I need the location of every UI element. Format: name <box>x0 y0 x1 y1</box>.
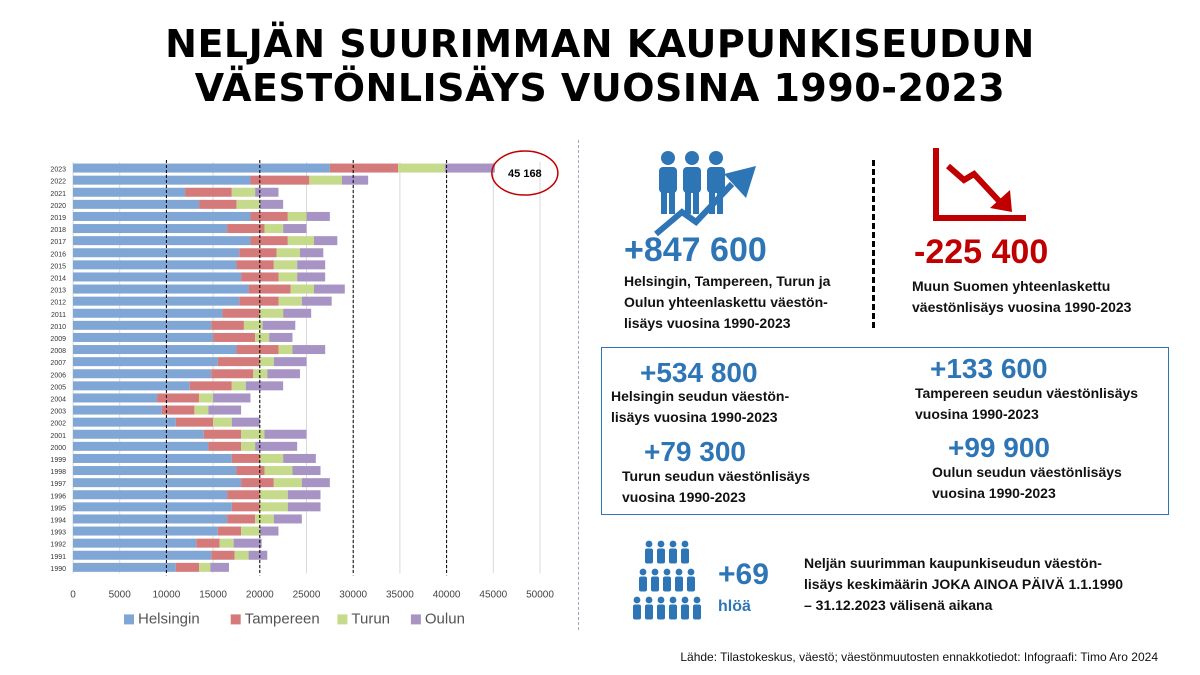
legend-swatch-Tampereen <box>231 614 241 624</box>
decline-chart-icon <box>930 146 1028 224</box>
bar-Helsingin-1994 <box>73 514 227 523</box>
bar-Turun-2011 <box>260 309 283 318</box>
bar-Oulun-2000 <box>255 442 297 451</box>
bar-Oulun-2020 <box>260 200 283 209</box>
year-label-2010: 2010 <box>50 323 66 331</box>
bar-Turun-1993 <box>241 527 260 536</box>
bar-Turun-2008 <box>278 345 292 354</box>
bar-Turun-2005 <box>232 381 246 390</box>
bar-Turun-1997 <box>274 478 302 487</box>
bar-Helsingin-1992 <box>73 539 196 548</box>
year-label-2005: 2005 <box>50 384 66 392</box>
bar-Oulun-2009 <box>269 333 292 342</box>
bar-Helsingin-2012 <box>73 297 239 306</box>
bar-Tampereen-1991 <box>211 551 234 560</box>
title-line-2: VÄESTÖNLISÄYS VUOSINA 1990-2023 <box>194 66 1006 110</box>
bar-Oulun-2010 <box>263 321 296 330</box>
bar-Tampereen-2001 <box>204 430 241 439</box>
bar-Helsingin-1995 <box>73 502 232 511</box>
per-day-value: +69 <box>718 558 769 591</box>
helsinki-desc: Helsingin seudun väestön- lisäys vuosina 1990-2023 <box>611 388 790 425</box>
xtick-label-0: 0 <box>70 589 76 601</box>
bar-Helsingin-1999 <box>73 454 232 463</box>
bar-Tampereen-2020 <box>199 200 236 209</box>
bar-Oulun-1999 <box>283 454 316 463</box>
bar-Tampereen-2006 <box>211 369 253 378</box>
bar-Oulun-2014 <box>297 272 325 281</box>
bar-Helsingin-2008 <box>73 345 236 354</box>
bar-Tampereen-2016 <box>239 248 276 257</box>
xtick-label-15000: 15000 <box>199 589 228 601</box>
bar-Helsingin-2022 <box>73 176 250 185</box>
bar-Turun-1991 <box>235 551 249 560</box>
bar-Helsingin-1998 <box>73 466 236 475</box>
bar-Oulun-1996 <box>288 490 321 499</box>
bar-Helsingin-2019 <box>73 212 250 221</box>
bar-Helsingin-2006 <box>73 369 211 378</box>
bar-Oulun-2017 <box>314 236 337 245</box>
bar-Tampereen-2021 <box>185 188 232 197</box>
rest-loss-desc: Muun Suomen yhteenlaskettu väestönlisäys vuosina 1990-2023 <box>912 278 1132 315</box>
section-divider <box>578 140 579 630</box>
people-growth-icon <box>652 148 762 240</box>
bar-Tampereen-2017 <box>250 236 287 245</box>
people-pyramid-icon <box>627 540 707 624</box>
year-label-1991: 1991 <box>50 553 66 561</box>
bar-Turun-2015 <box>274 260 297 269</box>
bar-Helsingin-2002 <box>73 418 176 427</box>
year-label-2011: 2011 <box>50 311 66 319</box>
year-label-2004: 2004 <box>50 396 66 404</box>
bar-Helsingin-1993 <box>73 527 218 536</box>
xtick-label-30000: 30000 <box>339 589 368 601</box>
bar-Turun-2001 <box>241 430 264 439</box>
bar-Oulun-1993 <box>260 527 279 536</box>
bar-Turun-1992 <box>220 539 234 548</box>
bar-Oulun-2015 <box>297 260 325 269</box>
bar-Helsingin-2020 <box>73 200 199 209</box>
bar-Turun-1998 <box>264 466 292 475</box>
year-label-2015: 2015 <box>50 263 66 271</box>
bar-Oulun-2018 <box>283 224 306 233</box>
year-label-1997: 1997 <box>50 481 66 489</box>
bar-Oulun-1998 <box>292 466 320 475</box>
rest-loss-value: -225 400 <box>914 233 1049 271</box>
year-label-1996: 1996 <box>50 493 66 501</box>
bar-Tampereen-1997 <box>241 478 274 487</box>
bar-Oulun-1994 <box>274 514 302 523</box>
bar-Helsingin-1991 <box>73 551 211 560</box>
year-label-2012: 2012 <box>50 299 66 307</box>
year-label-2001: 2001 <box>50 432 66 440</box>
bar-Helsingin-2009 <box>73 333 213 342</box>
year-label-2019: 2019 <box>50 214 66 222</box>
bar-Oulun-2011 <box>283 309 311 318</box>
year-label-2017: 2017 <box>50 239 66 247</box>
legend-label-Helsingin: Helsingin <box>138 610 200 628</box>
bar-Turun-2004 <box>199 393 213 402</box>
bar-Oulun-2022 <box>342 176 368 185</box>
xtick-label-10000: 10000 <box>152 589 181 601</box>
bar-Helsingin-2010 <box>73 321 211 330</box>
per-day-unit: hlöä <box>718 598 751 615</box>
bar-Tampereen-2012 <box>239 297 278 306</box>
year-label-2022: 2022 <box>50 178 66 186</box>
page-title <box>0 22 1200 110</box>
year-label-1994: 1994 <box>50 517 66 525</box>
year-label-1993: 1993 <box>50 529 66 537</box>
bar-Tampereen-2011 <box>222 309 259 318</box>
bar-Turun-2012 <box>278 297 301 306</box>
bar-Turun-1996 <box>260 490 288 499</box>
bar-Oulun-1992 <box>234 539 262 548</box>
bar-Tampereen-1994 <box>227 514 255 523</box>
bar-Tampereen-2007 <box>218 357 260 366</box>
stacked-bar-chart <box>0 150 570 640</box>
bar-Turun-2003 <box>194 406 208 415</box>
xtick-label-45000: 45000 <box>479 589 508 601</box>
helsinki-value: +534 800 <box>640 357 758 388</box>
year-label-2003: 2003 <box>50 408 66 416</box>
bar-Turun-2022 <box>309 176 342 185</box>
bar-Tampereen-1996 <box>227 490 260 499</box>
xtick-label-35000: 35000 <box>385 589 414 601</box>
bar-Tampereen-2005 <box>190 381 232 390</box>
bar-Tampereen-1995 <box>232 502 260 511</box>
bar-Tampereen-1999 <box>232 454 260 463</box>
year-label-2000: 2000 <box>50 444 66 452</box>
year-label-2009: 2009 <box>50 335 66 343</box>
legend-label-Tampereen: Tampereen <box>244 610 320 628</box>
bar-Turun-2016 <box>277 248 300 257</box>
bar-Turun-2020 <box>236 200 259 209</box>
bar-Oulun-2002 <box>232 418 260 427</box>
bar-Oulun-2006 <box>267 369 300 378</box>
bar-Turun-2007 <box>260 357 274 366</box>
legend-label-Oulun: Oulun <box>424 610 465 628</box>
year-label-1995: 1995 <box>50 505 66 513</box>
bar-Turun-2002 <box>213 418 232 427</box>
dashed-separator <box>872 160 875 328</box>
bar-Oulun-2023 <box>445 164 495 173</box>
annotation-label: 45 168 <box>508 168 542 181</box>
tampere-value: +133 600 <box>930 353 1048 384</box>
legend-label-Turun: Turun <box>351 610 391 628</box>
bar-Tampereen-2002 <box>176 418 213 427</box>
bar-Helsingin-2000 <box>73 442 208 451</box>
bar-Helsingin-2017 <box>73 236 250 245</box>
bar-Tampereen-2004 <box>157 393 199 402</box>
bar-Helsingin-2014 <box>73 272 241 281</box>
bar-Tampereen-2023 <box>330 164 398 173</box>
year-label-2008: 2008 <box>50 348 66 356</box>
bar-Tampereen-1992 <box>196 539 219 548</box>
year-label-2013: 2013 <box>50 287 66 295</box>
bar-Helsingin-2001 <box>73 430 204 439</box>
bar-Helsingin-1990 <box>73 563 176 572</box>
bar-Tampereen-2022 <box>250 176 309 185</box>
year-label-2016: 2016 <box>50 251 66 259</box>
bar-Oulun-2021 <box>255 188 278 197</box>
bar-Turun-1994 <box>255 514 274 523</box>
bar-Tampereen-2018 <box>227 224 264 233</box>
bar-Turun-2017 <box>288 236 314 245</box>
title-line-1: NELJÄN SUURIMMAN KAUPUNKISEUDUN <box>165 22 1035 66</box>
turku-value: +79 300 <box>644 436 746 467</box>
xtick-label-50000: 50000 <box>526 589 554 601</box>
oulu-value: +99 900 <box>948 432 1050 463</box>
bar-Helsingin-2016 <box>73 248 239 257</box>
bar-Turun-2019 <box>288 212 307 221</box>
xtick-label-40000: 40000 <box>432 589 461 601</box>
bar-Oulun-2008 <box>292 345 325 354</box>
year-label-2018: 2018 <box>50 227 66 235</box>
bar-Turun-2009 <box>255 333 269 342</box>
bar-Turun-2000 <box>241 442 255 451</box>
bar-Tampereen-1993 <box>218 527 241 536</box>
bar-Helsingin-1997 <box>73 478 241 487</box>
total-gain-desc: Helsingin, Tampereen, Turun ja Oulun yhteenlaskettu väestön- lisäys vuosina 1990-2023 <box>624 273 831 331</box>
xtick-label-25000: 25000 <box>292 589 321 601</box>
bar-Oulun-2004 <box>213 393 250 402</box>
bar-Oulun-1995 <box>288 502 321 511</box>
legend-swatch-Turun <box>337 614 347 624</box>
source-text: Lähde: Tilastokeskus, väestö; väestönmuutosten ennakkotiedot: Infograafi: Timo Aro 2024 <box>680 650 1158 664</box>
bar-Tampereen-2008 <box>236 345 278 354</box>
bar-Turun-1995 <box>260 502 288 511</box>
tampere-desc: Tampereen seudun väestönlisäys vuosina 1990-2023 <box>915 385 1139 422</box>
bar-Helsingin-2011 <box>73 309 222 318</box>
xtick-label-20000: 20000 <box>245 589 274 601</box>
bar-Tampereen-2000 <box>208 442 241 451</box>
bar-Helsingin-2004 <box>73 393 157 402</box>
bar-Helsingin-2013 <box>73 285 249 294</box>
year-label-1992: 1992 <box>50 541 66 549</box>
year-label-2014: 2014 <box>50 275 66 283</box>
bar-Tampereen-2009 <box>213 333 255 342</box>
year-label-2006: 2006 <box>50 372 66 380</box>
bar-Oulun-1997 <box>302 478 330 487</box>
bar-Oulun-2019 <box>307 212 330 221</box>
bar-Turun-2014 <box>278 272 297 281</box>
bar-Helsingin-2018 <box>73 224 227 233</box>
year-label-1998: 1998 <box>50 469 66 477</box>
year-label-2021: 2021 <box>50 190 66 198</box>
bar-Oulun-2012 <box>302 297 332 306</box>
bar-Turun-2018 <box>264 224 283 233</box>
bar-Tampereen-2013 <box>249 285 291 294</box>
bar-Helsingin-2007 <box>73 357 218 366</box>
year-label-2002: 2002 <box>50 420 66 428</box>
bar-Turun-1990 <box>199 563 210 572</box>
year-label-1990: 1990 <box>50 565 66 573</box>
bar-Turun-2023 <box>398 164 445 173</box>
bar-Helsingin-1996 <box>73 490 227 499</box>
turku-desc: Turun seudun väestönlisäys vuosina 1990-2023 <box>622 468 811 505</box>
bar-Oulun-2016 <box>300 248 323 257</box>
bar-Turun-2021 <box>232 188 255 197</box>
bar-Helsingin-2021 <box>73 188 185 197</box>
bar-Helsingin-2023 <box>73 164 330 173</box>
bar-Tampereen-2010 <box>211 321 244 330</box>
bar-Helsingin-2003 <box>73 406 162 415</box>
bar-Tampereen-2019 <box>250 212 287 221</box>
legend-swatch-Oulun <box>411 614 421 624</box>
legend-swatch-Helsingin <box>124 614 134 624</box>
xtick-label-5000: 5000 <box>108 589 131 601</box>
bar-Turun-1999 <box>260 454 283 463</box>
bar-Helsingin-2005 <box>73 381 190 390</box>
bar-Tampereen-1990 <box>176 563 199 572</box>
bar-Oulun-2003 <box>208 406 241 415</box>
bar-Helsingin-2015 <box>73 260 236 269</box>
bar-Oulun-2001 <box>264 430 306 439</box>
bar-Tampereen-2015 <box>236 260 273 269</box>
year-label-2023: 2023 <box>50 166 66 174</box>
per-day-desc: Neljän suurimman kaupunkiseudun väestön- lisäys keskimäärin JOKA AINOA PÄIVÄ 1.1.1990 – 31.12.2023 välisenä aikana <box>804 555 1124 613</box>
bar-Oulun-1991 <box>249 551 268 560</box>
bar-Oulun-2007 <box>274 357 307 366</box>
year-label-2020: 2020 <box>50 202 66 210</box>
bar-Turun-2013 <box>291 285 314 294</box>
bar-Oulun-1990 <box>210 563 229 572</box>
total-gain-value: +847 600 <box>624 231 767 269</box>
year-label-1999: 1999 <box>50 456 66 464</box>
bar-Oulun-2005 <box>246 381 283 390</box>
bar-Oulun-2013 <box>314 285 345 294</box>
oulu-desc: Oulun seudun väestönlisäys vuosina 1990-2023 <box>932 464 1122 501</box>
year-label-2007: 2007 <box>50 360 66 368</box>
